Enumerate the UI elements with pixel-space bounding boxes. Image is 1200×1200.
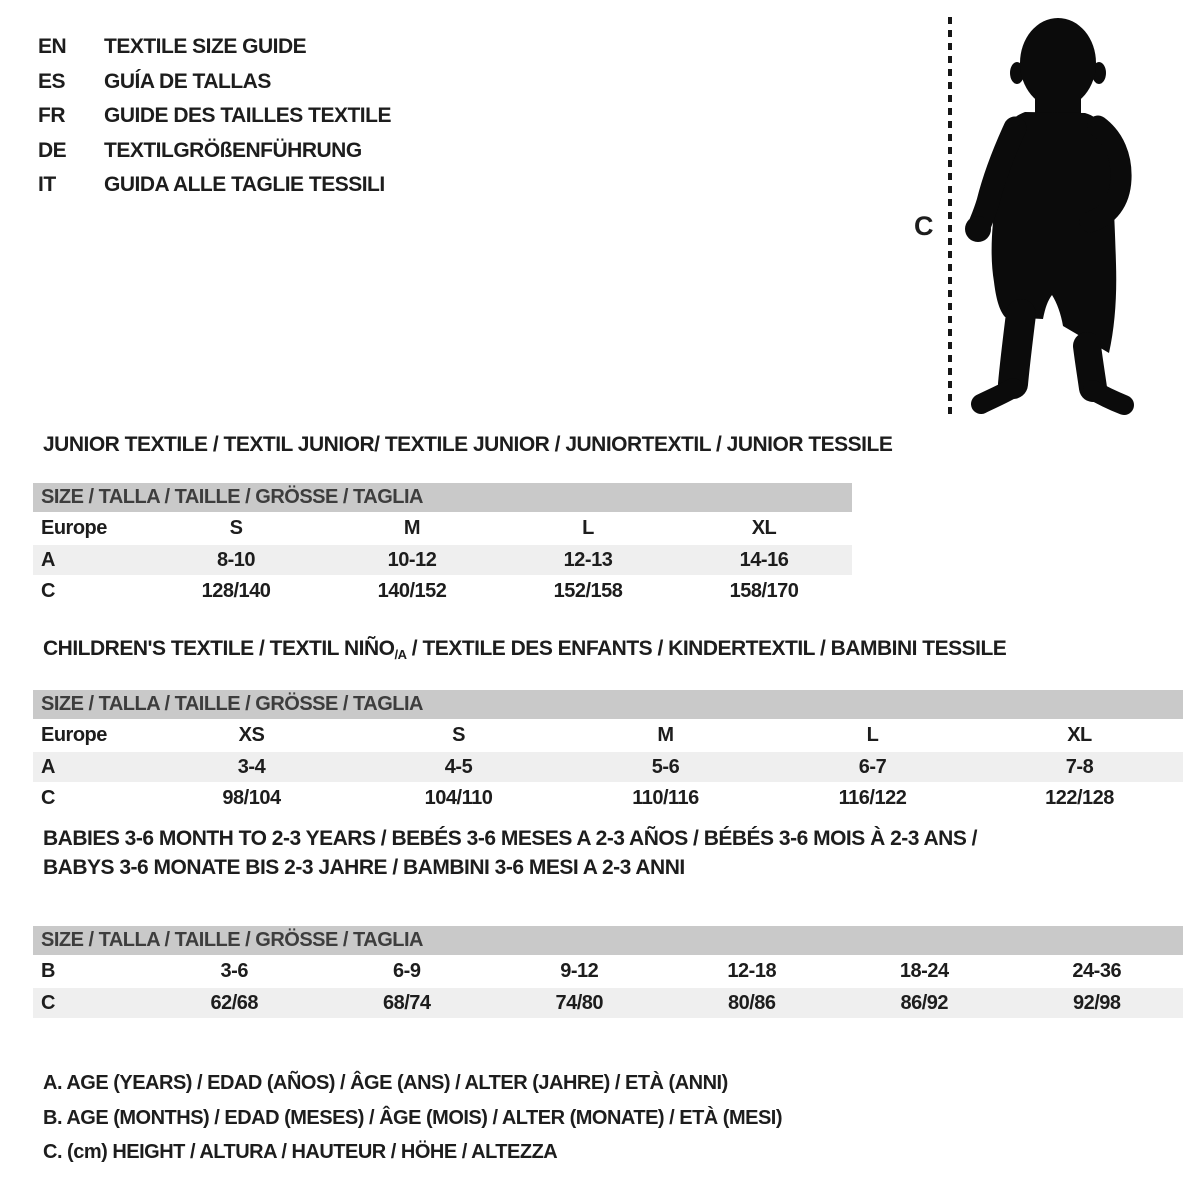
section-title-text: JUNIOR TEXTILE / TEXTIL JUNIOR/ TEXTILE JUNIOR / JUNIORTEXTIL / JUNIOR TESSILE [43, 433, 893, 456]
size-value: 122/128 [1045, 787, 1114, 809]
language-row [38, 65, 391, 100]
size-value: 7-8 [1065, 755, 1094, 778]
size-value: L [866, 724, 879, 746]
baby-silhouette-image [963, 16, 1138, 418]
table-row [33, 988, 1183, 1018]
legend [43, 1066, 782, 1170]
table-row [33, 575, 852, 608]
size-value: 140/152 [377, 580, 447, 602]
babies-size-table [33, 926, 1183, 1018]
row-label: A [41, 755, 55, 778]
language-row [38, 30, 391, 65]
children-size-table [33, 690, 1183, 815]
babies-section-title [43, 824, 977, 882]
size-value: 10-12 [387, 548, 437, 571]
size-header-bar: SIZE / TALLA / TAILLE / GRÖSSE / TAGLIA [33, 483, 852, 512]
size-value: 6-9 [393, 960, 421, 982]
section-title-text: BABYS 3-6 MONATE BIS 2-3 JAHRE / BAMBINI 3-6 MESI A 2-3 ANNI [43, 856, 685, 879]
legend-line: A. AGE (YEARS) / EDAD (AÑOS) / ÂGE (ANS) / ALTER (JAHRE) / ETÀ (ANNI) [43, 1072, 728, 1094]
size-header-bar: SIZE / TALLA / TAILLE / GRÖSSE / TAGLIA [33, 926, 1183, 955]
size-value: 80/86 [727, 991, 776, 1014]
size-value: M [403, 517, 421, 539]
size-value: 14-16 [739, 548, 789, 571]
table-row [33, 955, 1183, 988]
size-value: 110/116 [632, 787, 699, 809]
table-row [33, 782, 1183, 815]
size-value: 92/98 [1072, 991, 1121, 1014]
language-label: GUÍA DE TALLAS [104, 69, 271, 93]
size-value: XS [238, 724, 265, 746]
size-value: 24-36 [1072, 960, 1122, 982]
table-row [33, 512, 852, 545]
junior-section-title [43, 430, 892, 459]
row-label: C [41, 580, 55, 602]
language-code: DE [38, 138, 67, 162]
section-title-text: /A [394, 647, 407, 662]
section-title-text: BABIES 3-6 MONTH TO 2-3 YEARS / BEBÉS 3-6 MESES A 2-3 AÑOS / BÉBÉS 3-6 MOIS À 2-3 ANS / [43, 827, 978, 850]
size-value: 12-18 [727, 960, 777, 982]
size-value: 104/110 [424, 787, 493, 809]
size-value: 12-13 [563, 548, 613, 571]
language-row [38, 134, 391, 169]
language-code: FR [38, 104, 65, 128]
language-row [38, 168, 391, 203]
size-value: 6-7 [858, 755, 887, 778]
size-value: S [452, 724, 465, 746]
row-label: Europe [41, 724, 107, 746]
language-label: GUIDE DES TAILLES TEXTILE [104, 104, 391, 128]
row-label: Europe [41, 517, 107, 539]
size-value: 18-24 [899, 960, 949, 982]
table-row [33, 752, 1183, 782]
size-value: XL [1067, 724, 1092, 746]
children-section-title [43, 634, 1006, 669]
size-value: 9-12 [560, 960, 599, 982]
size-value: 62/68 [210, 991, 259, 1014]
size-value: 3-4 [237, 755, 266, 778]
size-value: 3-6 [220, 960, 248, 982]
table-row [33, 545, 852, 575]
size-value: 4-5 [444, 755, 473, 778]
height-measure-label: C [914, 211, 933, 241]
language-label: GUIDA ALLE TAGLIE TESSILI [104, 173, 385, 197]
junior-size-table [33, 483, 852, 608]
size-value: 116/122 [838, 787, 907, 809]
size-value: 158/170 [729, 580, 799, 602]
legend-line: B. AGE (MONTHS) / EDAD (MESES) / ÂGE (MOIS) / ALTER (MONATE) / ETÀ (MESI) [43, 1106, 783, 1129]
size-header-bar: SIZE / TALLA / TAILLE / GRÖSSE / TAGLIA [33, 690, 1183, 719]
section-title-text: / TEXTILE DES ENFANTS / KINDERTEXTIL / BAMBINI TESSILE [406, 637, 1007, 660]
language-code: ES [38, 69, 66, 93]
height-measure-dashed-line [948, 17, 952, 417]
size-value: 8-10 [216, 548, 256, 571]
legend-line: C. (cm) HEIGHT / ALTURA / HAUTEUR / HÖHE / ALTEZZA [43, 1141, 558, 1163]
size-value: 128/140 [201, 580, 271, 602]
row-label: B [41, 960, 55, 982]
table-row [33, 719, 1183, 752]
row-label: A [41, 548, 55, 571]
size-value: M [657, 724, 674, 746]
size-value: 98/104 [222, 787, 281, 809]
size-value: 68/74 [382, 991, 431, 1014]
size-value: L [582, 517, 594, 539]
row-label: C [41, 787, 55, 809]
row-label: C [41, 991, 55, 1014]
size-value: 152/158 [553, 580, 623, 602]
language-label: TEXTILGRÖßENFÜHRUNG [104, 138, 362, 162]
size-value: 86/92 [900, 991, 949, 1014]
language-code: IT [38, 173, 56, 197]
language-label: TEXTILE SIZE GUIDE [104, 35, 307, 59]
section-title-text: CHILDREN'S TEXTILE / TEXTIL NIÑO [43, 637, 395, 660]
language-row [38, 99, 391, 134]
language-code: EN [38, 35, 67, 59]
size-value: 5-6 [651, 755, 680, 778]
size-value: XL [751, 517, 777, 539]
size-value: 74/80 [555, 991, 604, 1014]
language-list [38, 30, 391, 203]
size-value: S [229, 517, 243, 539]
